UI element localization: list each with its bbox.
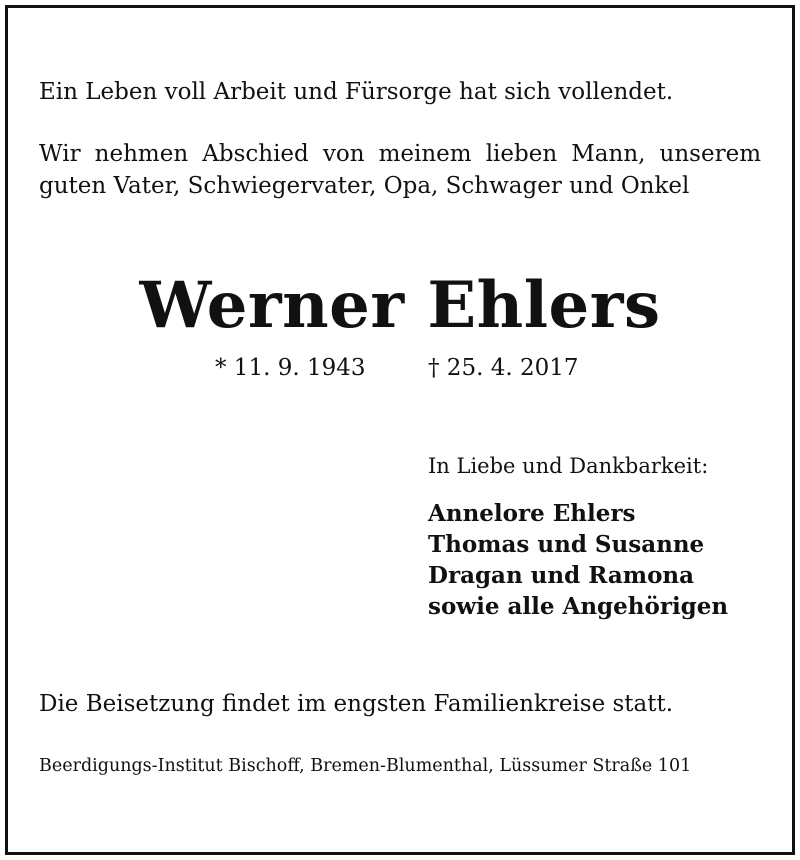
mourner-item: Dragan und Ramona bbox=[428, 562, 695, 589]
undertaker-line: Beerdigungs-Institut Bischoff, Bremen-Blumenthal, Lüssumer Straße 101 bbox=[39, 756, 692, 776]
mourner-item: sowie alle Angehörigen bbox=[428, 593, 729, 620]
obituary-frame bbox=[5, 5, 795, 855]
intro-line: Ein Leben voll Arbeit und Fürsorge hat sich vollendet. bbox=[39, 79, 674, 105]
thanks-line: In Liebe und Dankbarkeit: bbox=[428, 454, 709, 478]
death-date: † 25. 4. 2017 bbox=[428, 355, 579, 381]
deceased-name: Werner Ehlers bbox=[139, 268, 661, 343]
farewell-paragraph bbox=[39, 138, 761, 202]
birth-date: * 11. 9. 1943 bbox=[215, 355, 366, 381]
farewell-line-1: Wir nehmen Abschied von meinem lieben Mann, unserem bbox=[39, 141, 761, 167]
mourner-item: Thomas und Susanne bbox=[428, 531, 705, 558]
farewell-line-2: guten Vater, Schwiegervater, Opa, Schwager und Onkel bbox=[39, 173, 690, 199]
mourner-item: Annelore Ehlers bbox=[428, 500, 636, 527]
mourners-list bbox=[428, 498, 728, 622]
funeral-note: Die Beisetzung findet im engsten Familienkreise statt. bbox=[39, 691, 674, 717]
